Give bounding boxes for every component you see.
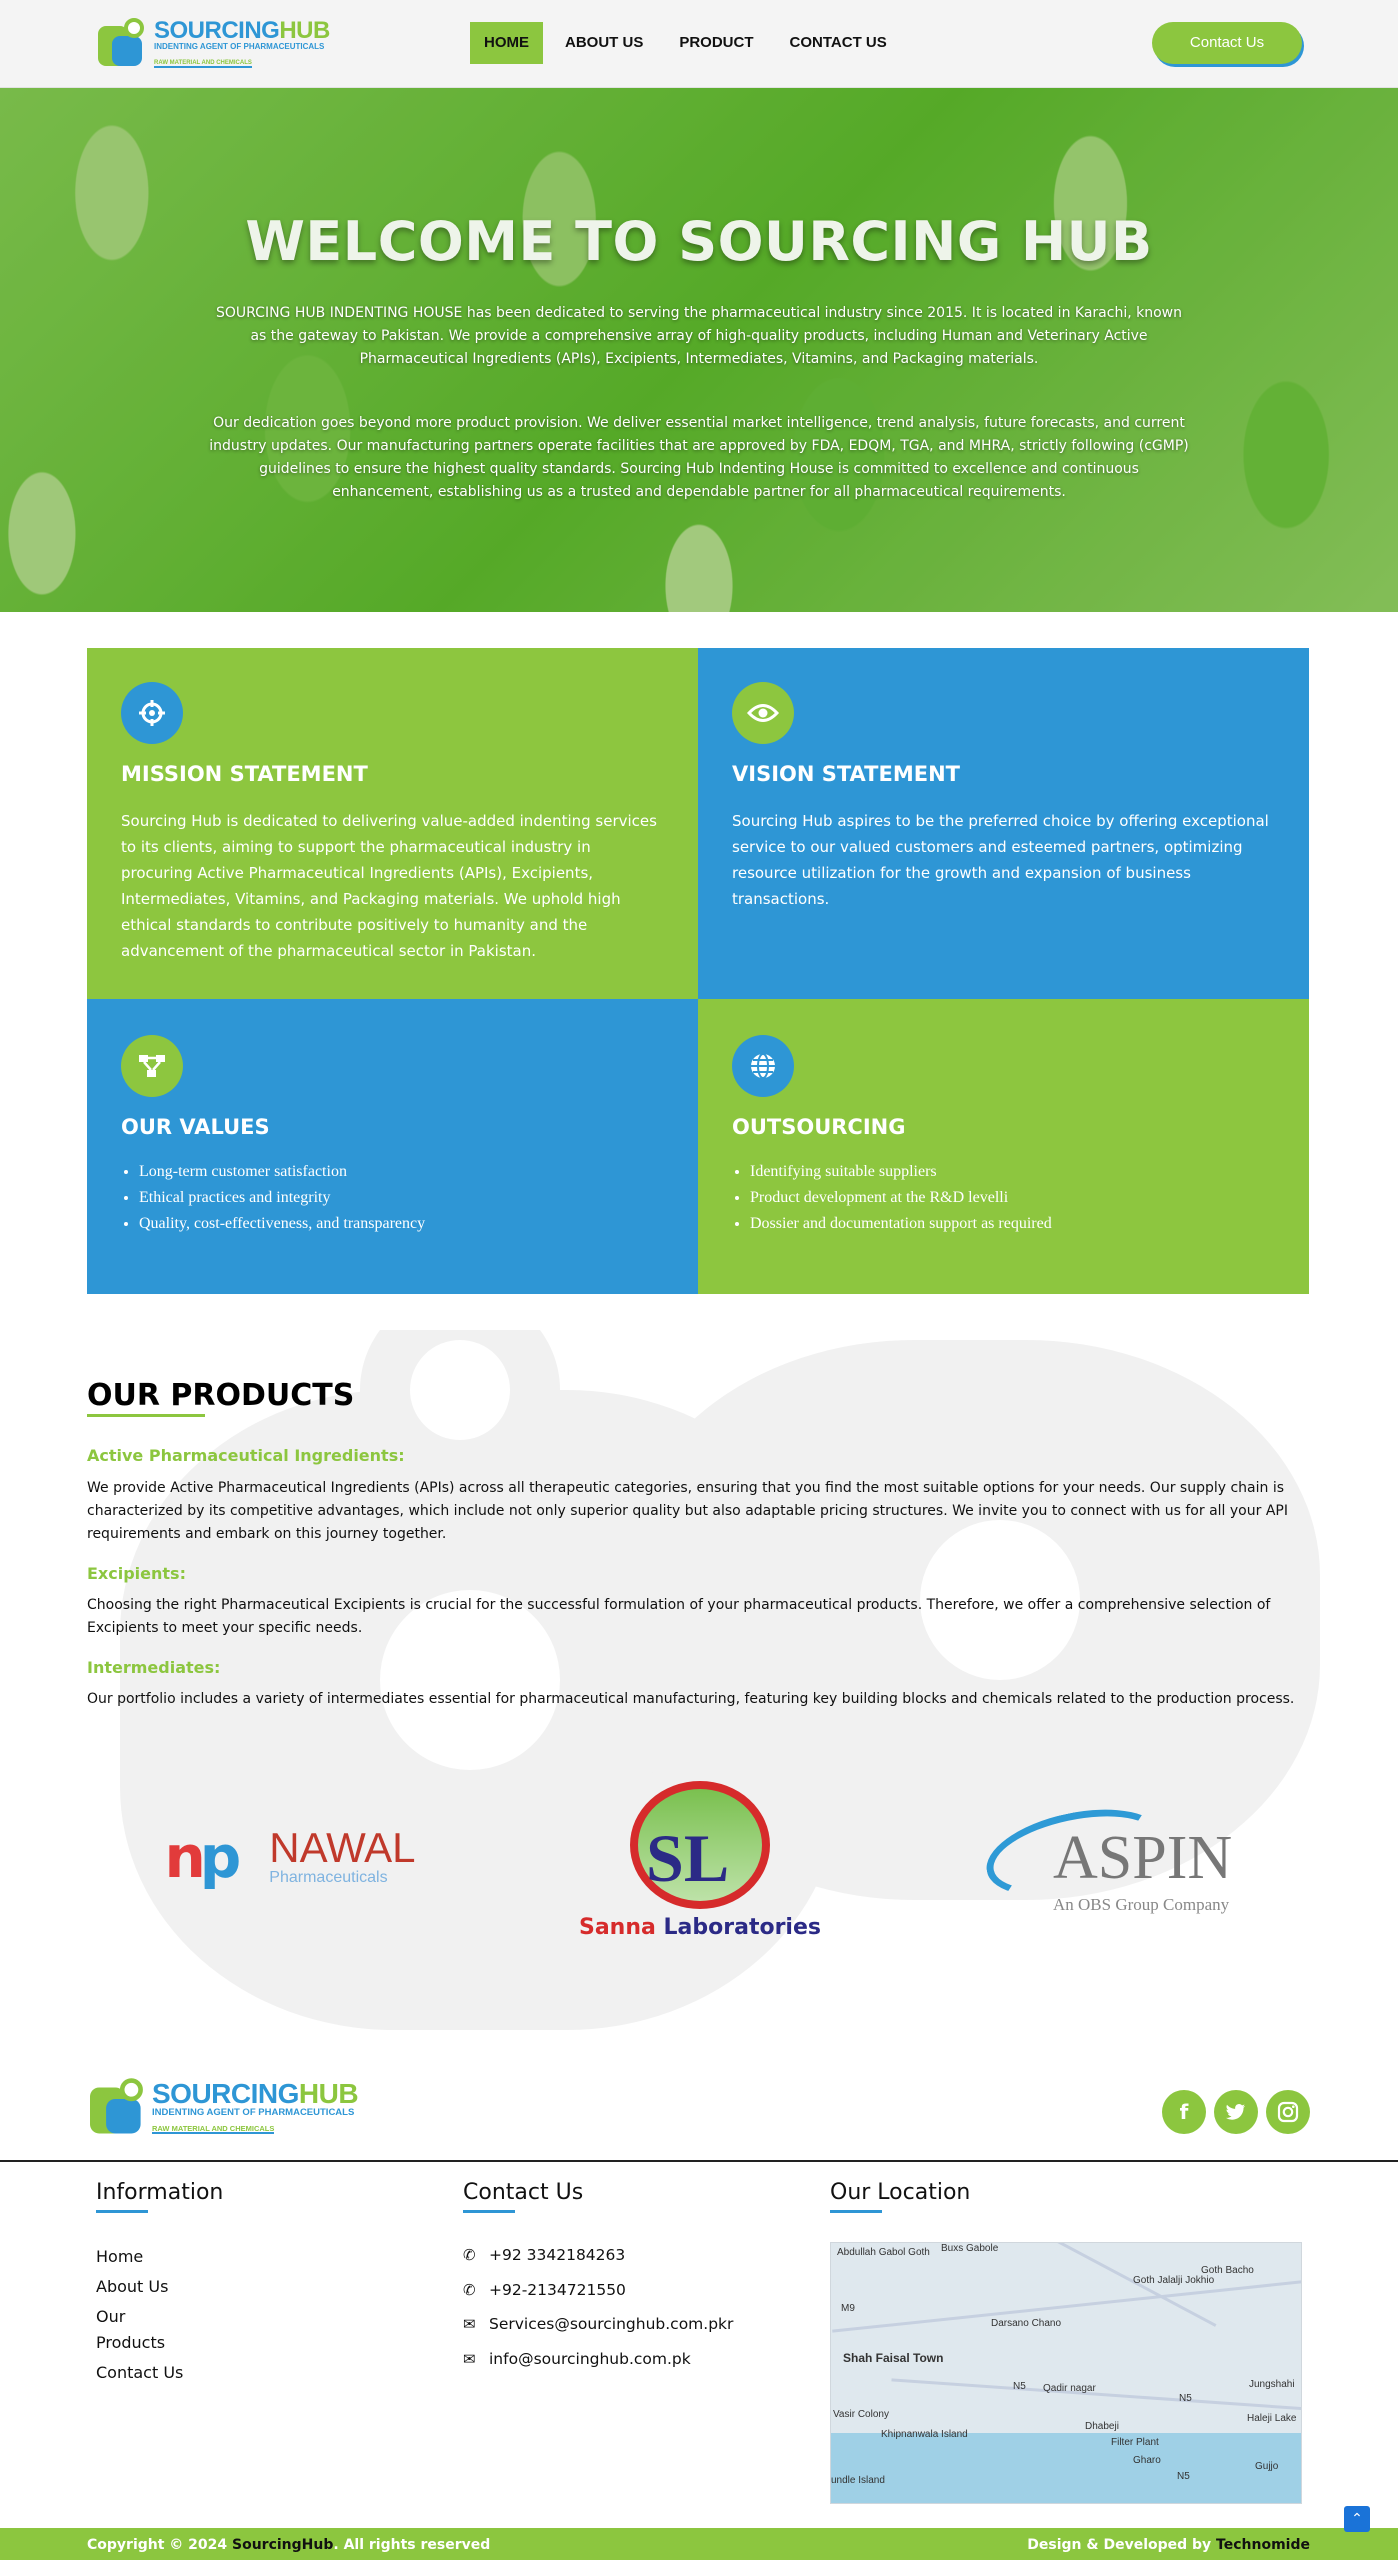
eye-icon (732, 682, 794, 744)
vision-text: Sourcing Hub aspires to be the preferred choice by offering exceptional service to our valued customers and esteemed partners, optimizing resource utilization for the growth and expansion of business transactions. (732, 812, 1269, 908)
nav-about-us[interactable]: ABOUT US (565, 34, 644, 51)
nawal-mark-p: p (199, 1823, 236, 1891)
hero-intro-paragraph: SOURCING HUB INDENTING HOUSE has been dedicated to serving the pharmaceutical industry since 2015. It is located in Karachi, known as the gateway to Pakistan. We provide a comprehensive array of high-quality products, including Human and Veterinary Active Pharmaceutical Ingredients (APIs), Excipients, Intermediates, Vitamins, and Packaging materials. (216, 305, 1182, 367)
footer-logo-tagline: INDENTING AGENT OF PHARMACEUTICALS (152, 2107, 355, 2118)
products-title-underline (87, 1414, 205, 1417)
contact-phone-2[interactable]: ✆ +92-2134721550 (463, 2281, 626, 2299)
phone-icon: ✆ (463, 2281, 476, 2299)
sanna-name-2: Laboratories (663, 1914, 821, 1940)
values-item: • Ethical practices and integrity (139, 1185, 659, 1211)
logo-mark-icon (98, 18, 150, 68)
footer-divider (0, 2160, 1398, 2162)
hero-title: WELCOME TO SOURCING HUB (245, 210, 1153, 273)
footer-logo-word-sourcing: SOURCING (152, 2078, 299, 2109)
footer-link-our[interactable]: Our (96, 2307, 126, 2326)
excipients-heading: Excipients: (87, 1564, 186, 1583)
site-logo[interactable] (98, 18, 330, 68)
aspin-name: ASPIN (1053, 1824, 1233, 1892)
sanna-emblem-icon (630, 1781, 770, 1909)
footer-logo-word-hub: HUB (298, 2078, 359, 2109)
globe-icon (732, 1035, 794, 1097)
outsourcing-item: • Product development at the R&D levelli (750, 1185, 1270, 1211)
logo-subline: RAW MATERIAL AND CHEMICALS (154, 59, 252, 66)
information-heading: Information (96, 2180, 224, 2205)
aspin-subtitle: An OBS Group Company (1053, 1895, 1230, 1914)
information-underline (96, 2210, 148, 2213)
scroll-to-top-button[interactable]: ⌃ (1344, 2506, 1370, 2532)
phone-icon: ✆ (463, 2246, 476, 2264)
envelope-icon: ✉ (463, 2315, 476, 2333)
contact-email-2[interactable]: ✉ info@sourcinghub.com.pk (463, 2350, 691, 2368)
contact-underline (463, 2210, 515, 2213)
nav-home[interactable]: HOME (470, 22, 543, 64)
sanna-mark: SL (646, 1819, 730, 1896)
network-icon (121, 1035, 183, 1097)
nawal-mark-n: n (164, 1823, 200, 1891)
partner-logo-nawal[interactable] (164, 1812, 416, 1902)
crosshair-icon (121, 682, 183, 744)
api-text: We provide Active Pharmaceutical Ingredients (APIs) across all therapeutic categories, ensuring that you find the most suitable options for your needs. Our supply chain is characterized by its competitive advantages, which include not only superior quality but also adaptable pricing structures. We invite you to connect with us for all your API requirements and embark on this journey together. (87, 1480, 1288, 1542)
footer-link-products[interactable]: Products (96, 2333, 166, 2352)
intermediates-text: Our portfolio includes a variety of intermediates essential for pharmaceutical manufacturing, featuring key building blocks and chemicals related to the production process. (87, 1691, 1295, 1707)
outsourcing-title: OUTSOURCING (732, 1115, 906, 1139)
envelope-icon: ✉ (463, 2350, 476, 2368)
contact-heading: Contact Us (463, 2180, 584, 2205)
location-heading: Our Location (830, 2180, 971, 2205)
logo-tagline: INDENTING AGENT OF PHARMACEUTICALS (154, 41, 325, 51)
twitter-icon[interactable] (1214, 2090, 1258, 2134)
mission-title: MISSION STATEMENT (121, 762, 368, 786)
outsourcing-list (750, 1159, 1270, 1237)
credit-text: Design & Developed by Technomide (1027, 2537, 1310, 2553)
nawal-name: NAWAL (269, 1824, 416, 1871)
partner-logo-sanna[interactable] (570, 1780, 830, 1940)
vision-title: VISION STATEMENT (732, 762, 960, 786)
values-list (139, 1159, 659, 1237)
contact-us-button[interactable]: Contact Us (1152, 22, 1302, 64)
logo-word-sourcing: SOURCING (154, 16, 280, 44)
nawal-subtitle: Pharmaceuticals (269, 1869, 388, 1886)
hero-banner (0, 88, 1398, 612)
outsourcing-item: • Dossier and documentation support as required (750, 1211, 1270, 1237)
location-map[interactable]: Abdullah Gabol Goth Buxs Gabole Goth Bacho Goth Jalalji Jokhio Darsano Chano Shah Faisal Town Qadir nagar Jungshahi Haleji Lake Dhabeji Filter Plant Gharo Gujjo Khipnanwala Island Vasir Colony undle Island N5 N5 N5 M9 (830, 2242, 1302, 2504)
hero-dedication-paragraph: Our dedication goes beyond more product provision. We deliver essential market intelligence, trend analysis, future forecasts, and current industry updates. Our manufacturing partners operate facilities that are approved by FDA, EDQM, TGA, and MHRA, strictly following (cGMP) guidelines to ensure the highest quality standards. Sourcing Hub Indenting House is committed to excellence and continuous enhancement, establishing us as a trusted and dependable partner for all pharmaceutical requirements. (209, 415, 1189, 500)
mission-card (87, 648, 698, 999)
outsourcing-card (698, 999, 1309, 1294)
vision-card (698, 648, 1309, 999)
sanna-name-1: Sanna (578, 1914, 656, 1940)
instagram-icon[interactable] (1266, 2090, 1310, 2134)
footer-logo-subline: RAW MATERIAL AND CHEMICALS (152, 2123, 275, 2133)
values-title: OUR VALUES (121, 1115, 270, 1139)
excipients-text: Choosing the right Pharmaceutical Excipients is crucial for the successful formulation of your pharmaceutical products. Therefore, we offer a comprehensive selection of Excipients to meet your specific needs. (87, 1597, 1271, 1636)
outsourcing-item: • Identifying suitable suppliers (750, 1159, 1270, 1185)
footer-link-about-us[interactable]: About Us (96, 2277, 169, 2296)
products-title: OUR PRODUCTS (87, 1378, 355, 1413)
footer-logo-mark-icon (90, 2078, 150, 2136)
site-header (0, 0, 1398, 88)
partner-logo-aspin[interactable] (980, 1808, 1240, 1920)
footer-link-home[interactable]: Home (96, 2247, 144, 2266)
location-underline (830, 2210, 882, 2213)
logo-word-hub: HUB (279, 16, 330, 44)
values-item: • Quality, cost-effectiveness, and transparency (139, 1211, 659, 1237)
contact-phone-1[interactable]: ✆ +92 3342184263 (463, 2246, 626, 2264)
intermediates-heading: Intermediates: (87, 1658, 221, 1677)
contact-email-1[interactable]: ✉ Services@sourcinghub.com.pkr (463, 2315, 734, 2333)
values-card (87, 999, 698, 1294)
footer-link-contact-us[interactable]: Contact Us (96, 2363, 184, 2382)
footer-logo[interactable] (90, 2080, 358, 2134)
main-nav (470, 22, 909, 64)
mission-text: Sourcing Hub is dedicated to delivering value-added indenting services to its clients, aiming to support the pharmaceutical industry in procuring Active Pharmaceutical Ingredients (APIs), Excipients, Intermediates, Vitamins, and Packaging materials. We uphold high ethical standards to contribute positively to humanity and the advancement of the pharmaceutical sector in Pakistan. (121, 812, 657, 960)
api-heading: Active Pharmaceutical Ingredients: (87, 1446, 405, 1465)
copyright-text: Copyright © 2024 SourcingHub. All rights reserved (87, 2537, 491, 2553)
values-item: • Long-term customer satisfaction (139, 1159, 659, 1185)
facebook-icon[interactable]: f (1162, 2090, 1206, 2134)
nav-product[interactable]: PRODUCT (679, 34, 754, 51)
nav-contact-us[interactable]: CONTACT US (789, 34, 887, 51)
